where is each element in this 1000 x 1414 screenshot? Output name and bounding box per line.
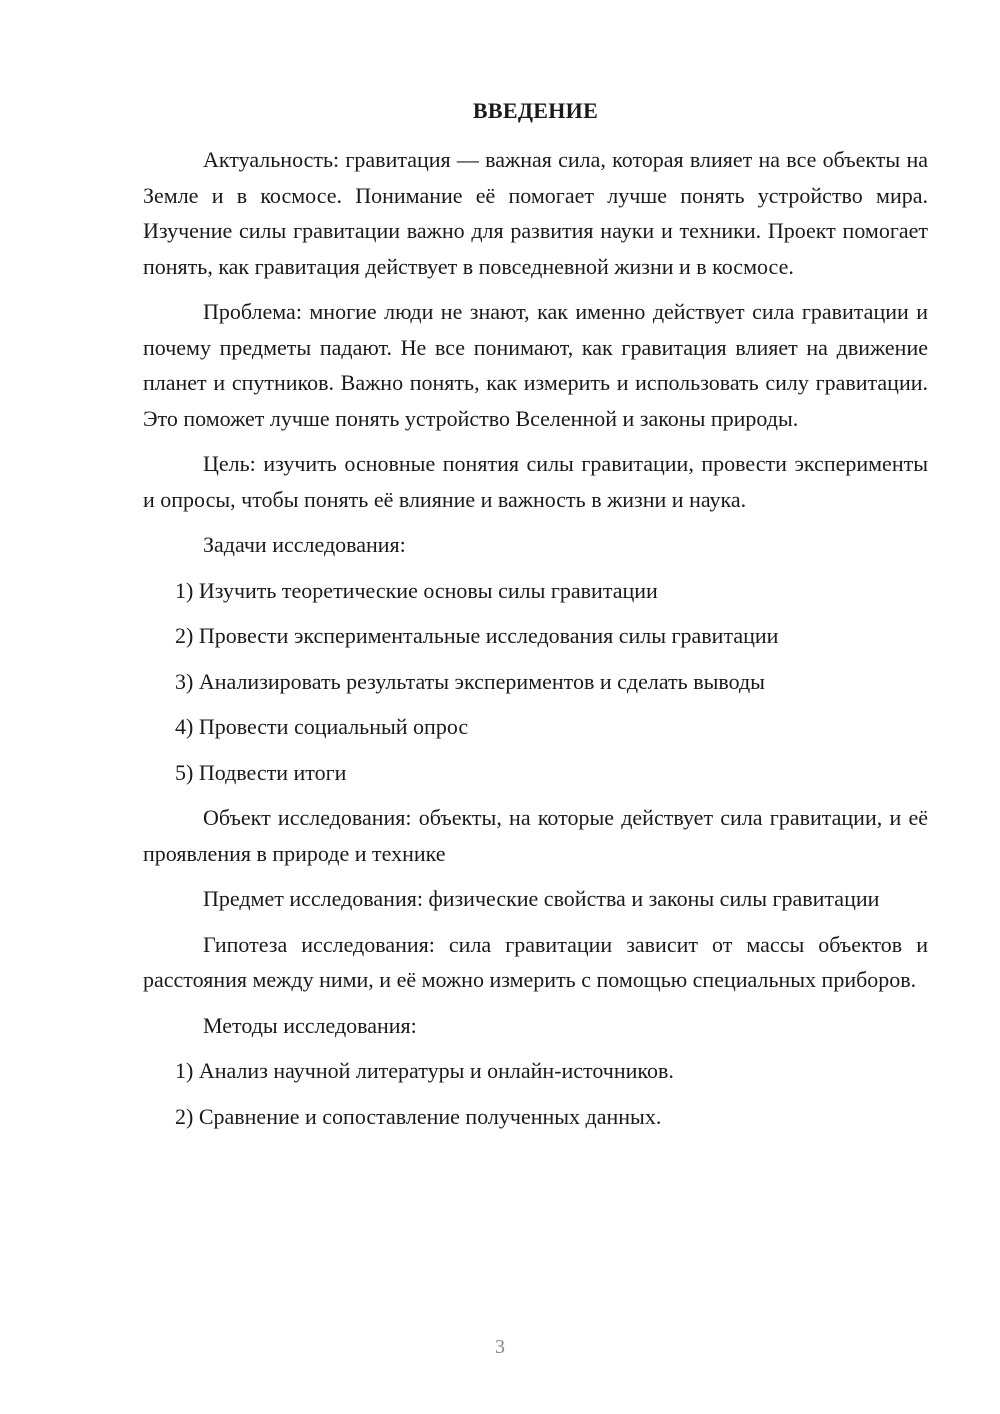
task-item: 2) Провести экспериментальные исследования силы гравитации [175,623,779,648]
hypothesis-paragraph: Гипотеза исследования: сила гравитации зависит от массы объектов и расстояния между ними, и её можно измерить с помощью специальных приборов. [143,931,928,992]
task-item: 1) Изучить теоретические основы силы гравитации [175,577,658,603]
method-item: 2) Сравнение и сопоставление полученных данных. [175,1103,662,1129]
task-item: 5) Подвести итоги [175,759,347,785]
subject-paragraph: Предмет исследования: физические свойства и законы силы гравитации [203,886,880,911]
tasks-heading: Задачи исследования: [203,532,406,557]
method-item: 1) Анализ научной литературы и онлайн-источников. [175,1058,674,1083]
task-item: 3) Анализировать результаты экспериментов и сделать выводы [175,668,765,694]
section-title: ВВЕДЕНИЕ [472,98,599,123]
task-item: 4) Провести социальный опрос [175,714,469,739]
problem-paragraph: Проблема: многие люди не знают, как именно действует сила гравитации и почему предметы падают. Не все понимают, как гравитация влияет на движение планет и спутников. Важно понять, как измерить и использовать силу гравитации. Это поможет лучше понять устройство Вселенной и законы природы. [143,299,928,431]
relevance-paragraph: Актуальность: гравитация — важная сила, которая влияет на все объекты на Земле и в космосе. Понимание её помогает лучше понять устройство мира. Изучение силы гравитации важно для развития науки и техники. Проект помогает понять, как гравитация действует в повседневной жизни и в космосе. [143,147,928,279]
methods-heading: Методы исследования: [203,1012,417,1038]
page-number: 3 [495,1336,505,1358]
document-body [143,142,928,1144]
object-paragraph: Объект исследования: объекты, на которые действует сила гравитации, и её проявления в природе и технике [143,805,928,866]
goal-paragraph: Цель: изучить основные понятия силы гравитации, провести эксперименты и опросы, чтобы понять её влияние и важность в жизни и наука. [143,451,928,512]
